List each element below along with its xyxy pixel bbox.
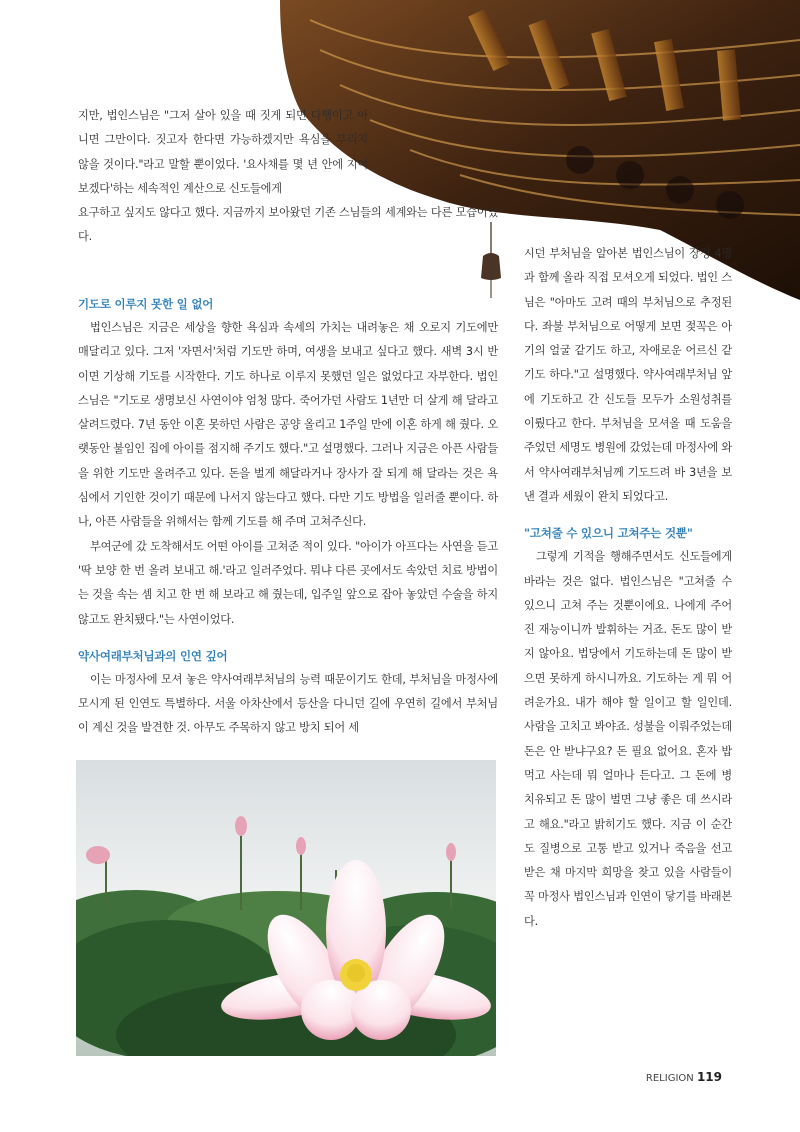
- body-paragraph: 법인스님은 지금은 세상을 향한 욕심과 속세의 가치는 내려놓은 채 오로지 기도에만 매달리고 있다. 그저 '자면서'처럼 기도만 하며, 여생을 보내고 싶다고 했다. 새벽 3시 반이면 기상해 기도를 시작한다. 기도 하나로 이루지 못했던 일은 없었다고 자부한다. 법인 스님은 "기도로 생명보신 사연이야 엄청 많다. 죽어가던 사람도 1년만 더 살게 해 달라고 살려드렸다. 7년 동안 이혼 못하던 사람은 공양 올리고 1주일 만에 이혼 하게 해 줬다. 오랫동안 불임인 집에 아이를 점지해 주기도 했다."고 설명했다. 그러나 지금은 아픈 사람들을 위한 기도만 올려주고 있다. 돈을 벌게 해달라거나 장사가 잘 되게 해 달라는 것은 욕심에서 기인한 것이기 때문에 나서지 않는다고 했다. 다만 기도 방법을 일러줄 뿐이다. 하나, 아픈 사람들을 위해서는 함께 기도를 해 주며 고쳐주신다.: [78, 321, 498, 529]
- intro-text-bottom: [78, 201, 498, 250]
- folio-section: RELIGION: [645, 1073, 694, 1084]
- section-heading-healing: "고쳐줄 수 있으니 고쳐주는 것뿐": [524, 526, 693, 541]
- intro-text-top: [78, 104, 368, 201]
- body-paragraph: 이는 마정사에 모셔 놓은 약사여래부처님의 능력 때문이기도 한데, 부처님을 마정사에 모시게 된 인연도 특별하다. 서울 아차산에서 등산을 다니던 길에 우연히 길에서 부처님이 계신 것을 발견한 것. 아무도 주목하지 않고 방치 되어 세: [78, 672, 498, 735]
- right-column: [524, 242, 732, 934]
- intro-paragraph-top: 지만, 법인스님은 "그저 살아 있을 때 짓게 되면 다행이고 아니면 그만이다. 짓고자 한다면 가능하겠지만 욕심을 부리지 않을 것이다."라고 말할 뿐이었다. '요사채를 몇 년 안에 지어 보겠다'하는 세속적인 계산으로 신도들에게: [78, 109, 368, 195]
- page-folio: [646, 1070, 722, 1084]
- section-heading-prayer: 기도로 이루지 못한 일 없어: [78, 297, 214, 311]
- body-paragraph: 부여군에 갔 도착해서도 어떤 아이를 고쳐준 적이 있다. "아이가 아프다는 사연을 듣고 '딱 보양 한 번 올려 보내고 해.'라고 일러주었다. 뭐냐 다른 곳에서도 속았던 치료 방법이는 것을 속는 셈 치고 한 번 해 보라고 해 줬는데, 입주일 앞으로 잡아 놓았던 수술을 하지 않고도 완치됐다."는 사연이었다.: [78, 539, 498, 626]
- body-paragraph: 그렇게 기적을 행해주면서도 신도들에게 바라는 것은 없다. 법인스님은 "고쳐줄 수 있으니 고쳐 주는 것뿐이에요. 나에게 주어진 재능이니까 발휘하는 거죠. 돈도 많이 받지 않아요. 법당에서 기도하는데 돈 많이 받으면 못하게 하시니까요. 기도하는 게 뭐 어려운가요. 내가 해야 할 일이고 할 일인데. 사람을 고치고 봐야죠. 성불을 이뤄주었는데 돈은 안 받냐구요? 돈 필요 없어요. 혼자 밥 먹고 사는데 뭐 얼마나 든다고. 그 돈에 병 치유되고 돈 많이 벌면 그냥 좋은 데 쓰시라고 해요."라고 밝히기도 했다. 지금 이 순간도 질병으로 고통 받고 있거나 죽음을 선고 받은 채 마지막 희망을 찾고 있을 사람들이 꼭 마정사 법인스님과 인연이 닿기를 바래본다.: [524, 550, 732, 928]
- lotus-photo: [76, 760, 496, 1056]
- page-number: 119: [696, 1070, 722, 1084]
- body-paragraph: 시던 부처님을 알아본 법인스님이 장정 4명과 함께 올라 직접 모셔오게 되었다. 법인 스님은 "아마도 고려 때의 부처님으로 추정된다. 좌불 부처님으로 어떻게 보면 젖꼭은 아기의 얼굴 같기도 하고, 자애로운 어르신 같기도 하다."고 설명했다. 약사여래부처님 앞에 기도하고 간 신도들 모두가 소원성취를 이뤘다고 한다. 부처님을 모셔올 때 도움을 주었던 세명도 병원에 갔었는데 마정사에 와서 약사여래부처님께 기도드려 바 3년을 보낸 결과 세웠이 완치 되었다고.: [524, 247, 732, 503]
- section-heading-buddha: 약사여래부처님과의 인연 깊어: [78, 648, 228, 663]
- lotus-illustration: [76, 760, 496, 1056]
- intro-paragraph-bottom: 요구하고 싶지도 않다고 했다. 지금까지 보아왔던 기존 스님들의 세계와는 다른 모습이었다.: [78, 206, 498, 244]
- left-column: [78, 292, 498, 741]
